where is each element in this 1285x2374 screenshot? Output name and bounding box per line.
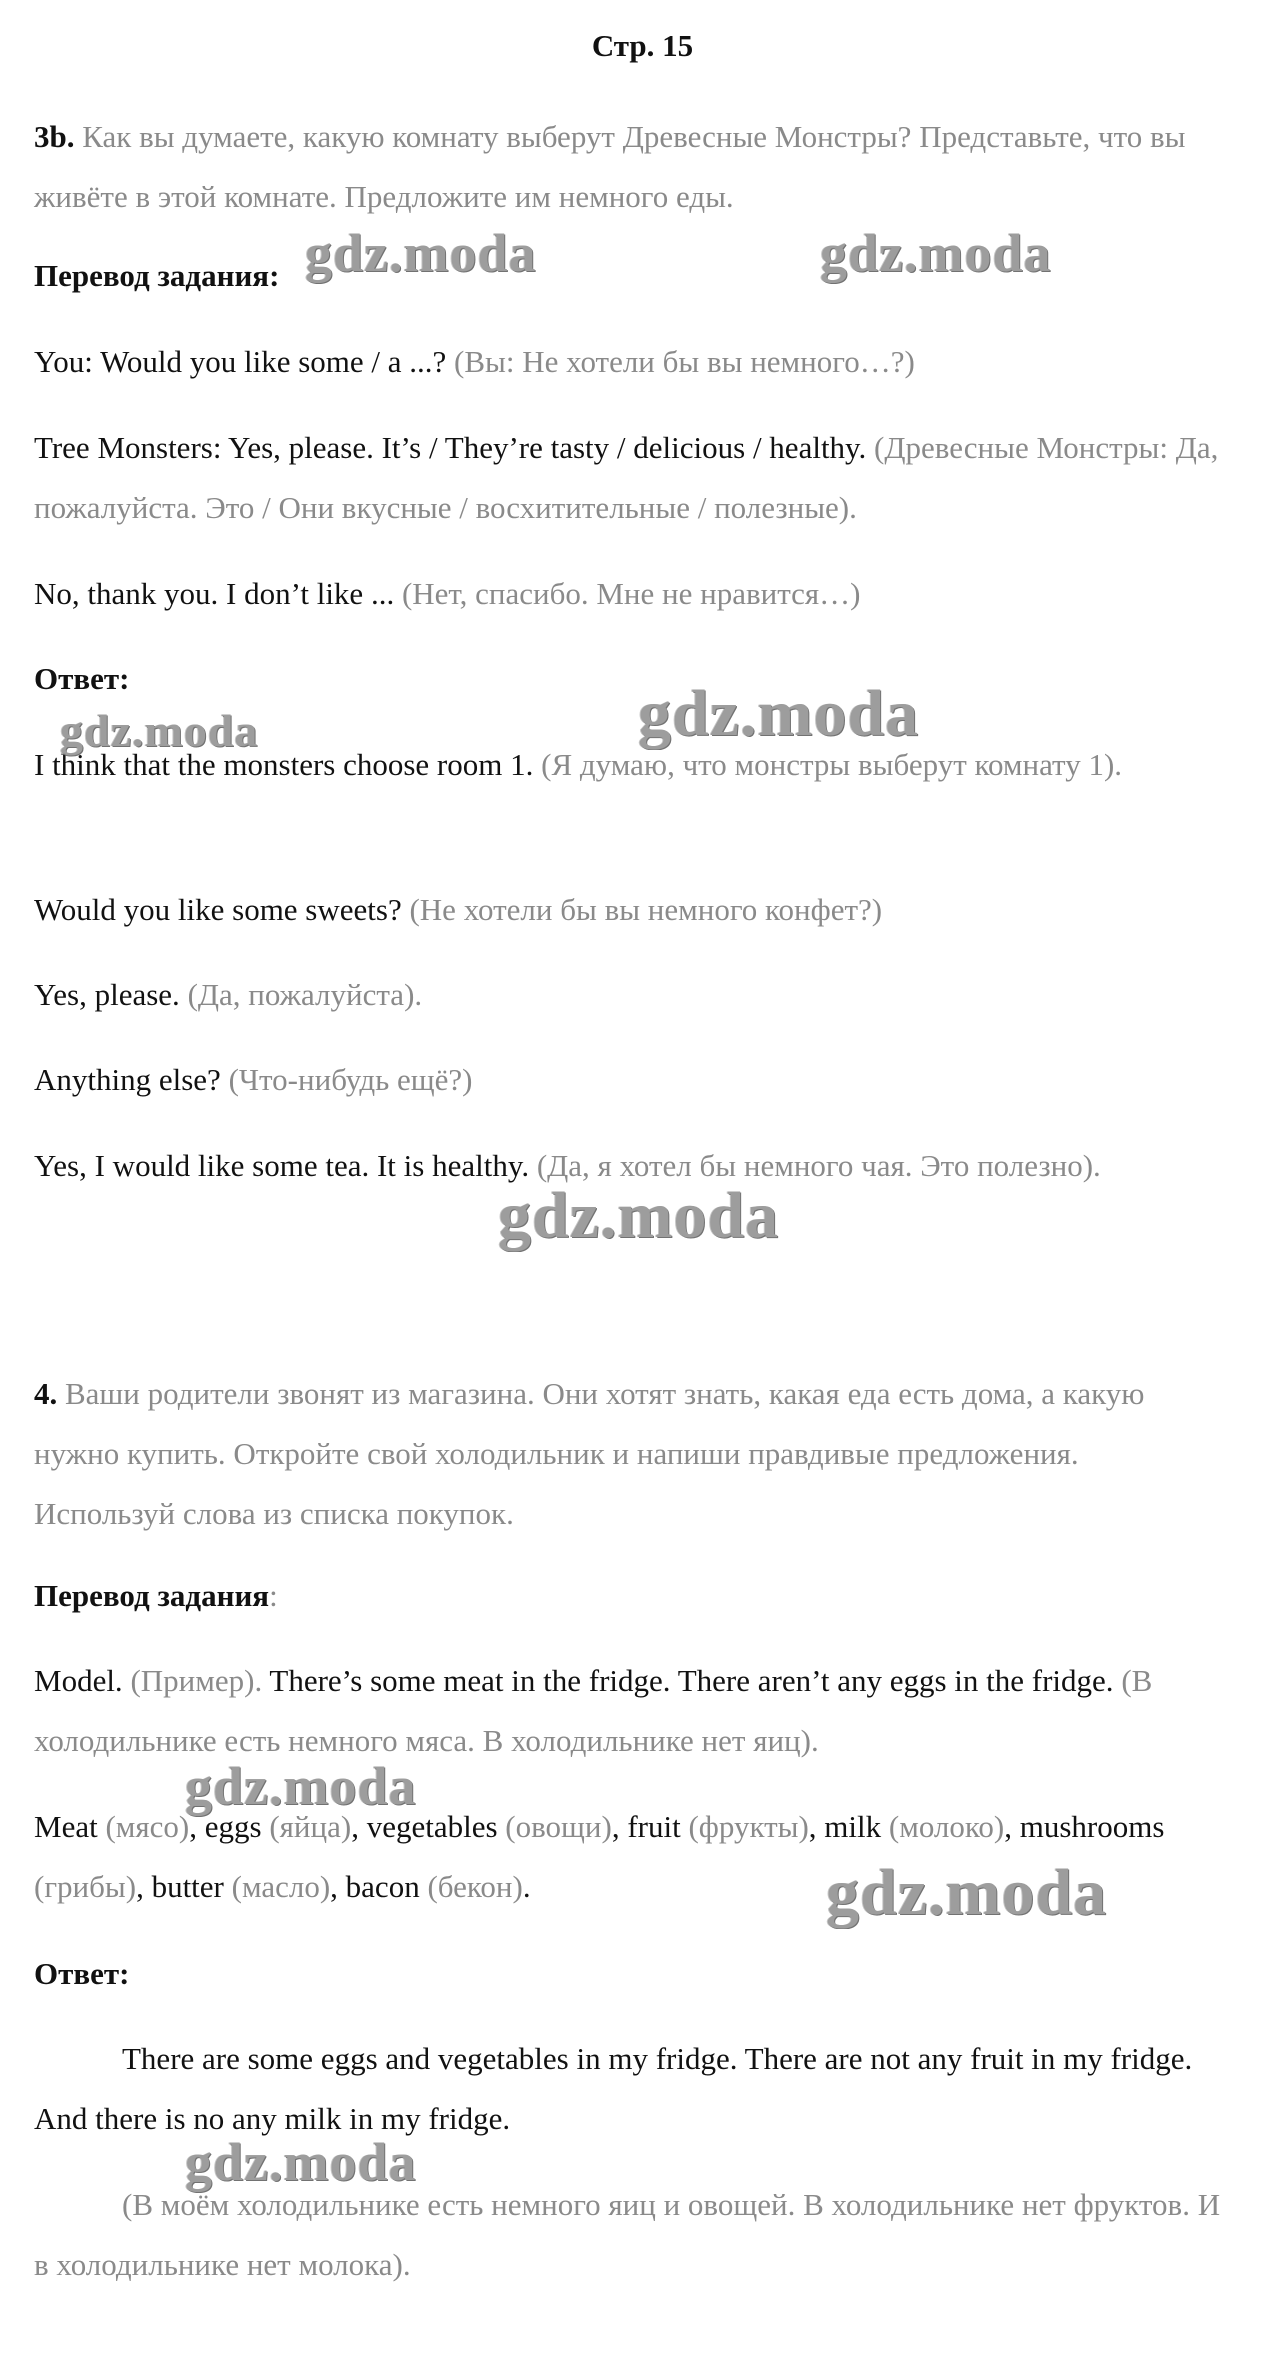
ex3b-answer-2 [34, 880, 1224, 940]
watermark-logo: gdz.moda [185, 2132, 417, 2192]
ex3b-answer-4 [34, 1050, 1224, 1110]
ex4-task [34, 1364, 1224, 1544]
answer-ru: (Не хотели бы вы немного конфет?) [409, 892, 883, 927]
ex3b-line-2 [34, 418, 1224, 538]
watermark-logo: gdz.moda [185, 1756, 417, 1816]
word-ru: (фрукты) [688, 1809, 809, 1844]
answer-en: I think that the monsters choose room 1. [34, 747, 534, 782]
ex4-translation-colon: : [269, 1578, 278, 1613]
word-ru: (бекон) [427, 1869, 523, 1904]
line-en: No, thank you. I don’t like ... [34, 576, 395, 611]
word-en: eggs [204, 1809, 262, 1844]
word-ru: (мясо) [105, 1809, 190, 1844]
word-ru: (масло) [231, 1869, 331, 1904]
ex3b-task [34, 107, 1224, 227]
ex4-answer-heading: Ответ: [34, 1956, 130, 1991]
watermark-logo: gdz.moda [498, 1179, 780, 1252]
word-en: fruit [627, 1809, 681, 1844]
ex3b-translation-heading: Перевод задания: [34, 258, 280, 293]
ex4-translation-heading-text: Перевод задания [34, 1578, 270, 1613]
model-label: Model. [34, 1663, 123, 1698]
ex4-word-list: Meat (мясо), eggs (яйца), vegetables (овощи), fruit (фрукты), milk (молоко), mushrooms (грибы), butter (масло), bacon (бекон). [34, 1809, 1165, 1904]
ex3b-line-3 [34, 564, 1224, 624]
ex3b-number: 3b. [34, 119, 75, 154]
watermark-logo: gdz.moda [820, 223, 1052, 283]
ex4-model [34, 1651, 1224, 1771]
ex4-task-text: Ваши родители звонят из магазина. Они хотят знать, какая еда есть дома, а какую нужно купить. Откройте свой холодильник и напиши правдивые предложения. Используй слова из списка покупок. [34, 1376, 1145, 1531]
answer-ru: (Да, пожалуйста). [187, 977, 423, 1012]
page-title: Стр. 15 [591, 28, 694, 63]
word-ru: (яйца) [269, 1809, 352, 1844]
answer-en: Anything else? [34, 1062, 221, 1097]
ex3b-task-text: Как вы думаете, какую комнату выберут Древесные Монстры? Представьте, что вы живёте в этой комнате. Предложите им немного еды. [34, 119, 1186, 214]
word-en: butter [151, 1869, 224, 1904]
model-text: There’s some meat in the fridge. There aren’t any eggs in the fridge. [269, 1663, 1114, 1698]
watermark-logo: gdz.moda [60, 705, 259, 756]
answer-ru: (Я думаю, что монстры выберут комнату 1). [541, 747, 1123, 782]
word-en: vegetables [366, 1809, 498, 1844]
line-ru: (Вы: Не хотели бы вы немного…?) [454, 344, 915, 379]
ex4-number: 4. [34, 1376, 58, 1411]
model-label-ru: (Пример). [130, 1663, 263, 1698]
answer-ru: (Что-нибудь ещё?) [228, 1062, 473, 1097]
word-en: milk [824, 1809, 882, 1844]
watermark-logo: gdz.moda [305, 223, 537, 283]
word-en: mushrooms [1019, 1809, 1165, 1844]
model-text-ru: (В холодильнике есть немного мяса. В холодильнике нет яиц). [34, 1663, 1153, 1758]
line-en: Tree Monsters: Yes, please. It’s / They’re tasty / delicious / healthy. [34, 430, 867, 465]
line-ru: (Древесные Монстры: Да, пожалуйста. Это / Они вкусные / восхитительные / полезные). [34, 430, 1219, 525]
ex4-answer-translation: (В моём холодильнике есть немного яиц и овощей. В холодильнике нет фруктов. И в холодильнике нет молока). [34, 2187, 1221, 2282]
ex4-translation-heading [34, 1566, 1224, 1626]
ex3b-answer-3 [34, 965, 1224, 1025]
word-en: bacon [345, 1869, 420, 1904]
line-ru: (Нет, спасибо. Мне не нравится…) [401, 576, 861, 611]
line-en: You: Would you like some / a ...? [34, 344, 447, 379]
word-en: Meat [34, 1809, 98, 1844]
word-ru: (молоко) [888, 1809, 1005, 1844]
answer-ru: (Да, я хотел бы немного чая. Это полезно). [536, 1148, 1101, 1183]
ex3b-answer-heading: Ответ: [34, 661, 130, 696]
ex3b-line-1 [34, 332, 1224, 392]
watermark-logo: gdz.moda [826, 1856, 1108, 1929]
ex4-answer-text: There are some eggs and vegetables in my fridge. There are not any fruit in my fridge. And there is no any milk in my fridge. [34, 2041, 1193, 2136]
watermark-logo: gdz.moda [638, 677, 920, 750]
word-ru: (грибы) [34, 1869, 137, 1904]
answer-en: Yes, please. [34, 977, 180, 1012]
word-ru: (овощи) [505, 1809, 612, 1844]
answer-en: Yes, I would like some tea. It is healthy. [34, 1148, 530, 1183]
answer-en: Would you like some sweets? [34, 892, 402, 927]
